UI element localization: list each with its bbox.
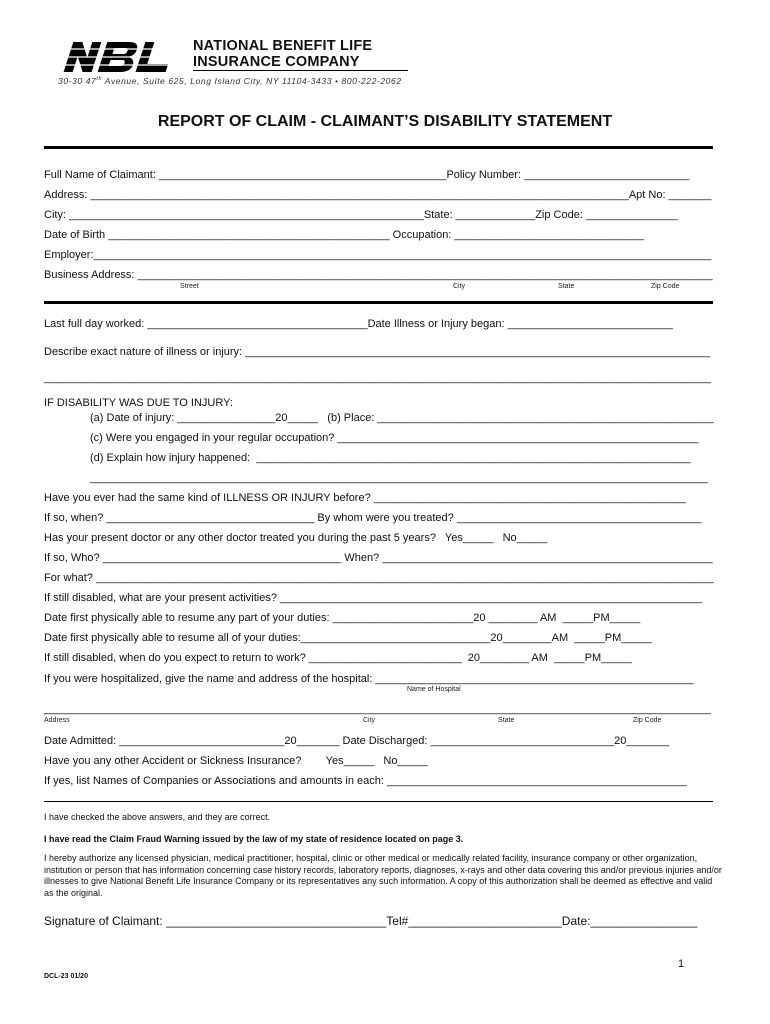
- sublabel-address: Address: [44, 717, 70, 724]
- company-name: NATIONAL BENEFIT LIFE INSURANCE COMPANY: [193, 38, 373, 70]
- regular-occupation-field[interactable]: (c) Were you engaged in your regular occupation? ___________________________________________________________: [90, 432, 699, 444]
- address-field[interactable]: Address: ________________________________________________________________________________________Apt No: _______: [44, 189, 712, 201]
- how-injury-happened-field[interactable]: (d) Explain how injury happened: _______________________________________________________________________: [90, 452, 691, 464]
- present-activities-field[interactable]: If still disabled, what are your present activities? _____________________________________________________________________: [44, 592, 703, 604]
- sublabel-city-2: City: [363, 717, 376, 724]
- dob-field[interactable]: Date of Birth ______________________________________________ Occupation: _______________________________: [44, 229, 645, 241]
- date-of-injury-field[interactable]: (a) Date of injury: ________________20_____ (b) Place: _______________________________________________________: [90, 412, 714, 424]
- injury-continued-field[interactable]: _____________________________________________________________________________________________________: [90, 472, 708, 484]
- form-title: REPORT OF CLAIM - CLAIMANT’S DISABILITY STATEMENT: [157, 113, 613, 130]
- sublabel-city: City: [453, 283, 466, 290]
- sublabel-street: Street: [180, 283, 199, 290]
- checked-statement: I have checked the above answers, and they are correct.: [44, 812, 271, 822]
- resume-part-duties-field[interactable]: Date first physically able to resume any part of your duties: _______________________20 ________ AM _____PM_____: [44, 612, 641, 624]
- sublabel-state: State: [558, 283, 575, 290]
- previous-illness-field[interactable]: Have you ever had the same kind of ILLNESS OR INJURY before? ___________________________________________________: [44, 492, 686, 504]
- logo-rule: [193, 70, 408, 71]
- signature-line[interactable]: Signature of Claimant: _________________________________Tel#_______________________Date:________________: [44, 914, 698, 928]
- doctor-past-years-field[interactable]: Has your present doctor or any other doctor treated you during the past 5 years? Yes_____ No_____: [44, 532, 548, 544]
- nature-of-illness-field[interactable]: Describe exact nature of illness or injury: ____________________________________________________________________________: [44, 346, 711, 358]
- return-to-work-field[interactable]: If still disabled, when do you expect to return to work? _________________________ 20________ AM _____PM_____: [44, 652, 632, 664]
- companies-amounts-field[interactable]: If yes, list Names of Companies or Associations and amounts in each: _________________________________________________: [44, 775, 687, 787]
- employer-field[interactable]: Employer:_____________________________________________________________________________________________________: [44, 249, 712, 261]
- last-day-worked-field[interactable]: Last full day worked: ____________________________________Date Illness or Injury began: ___________________________: [44, 318, 673, 330]
- sublabel-zip: Zip Code: [651, 283, 680, 290]
- admitted-discharged-field[interactable]: Date Admitted: ___________________________20_______ Date Discharged: ______________________________20_______: [44, 735, 670, 747]
- nature-continued-field[interactable]: _____________________________________________________________________________________________________________: [44, 372, 711, 384]
- when-treated-field[interactable]: If so, when? __________________________________ By whom were you treated? ________________________________________: [44, 512, 702, 524]
- full-name-field[interactable]: Full Name of Claimant: _______________________________________________Policy Number: ___________________________: [44, 169, 690, 181]
- hospital-field[interactable]: If you were hospitalized, give the name and address of the hospital: ____________________________________________________: [44, 673, 694, 685]
- other-insurance-field[interactable]: Have you any other Accident or Sickness Insurance? Yes_____ No_____: [44, 755, 429, 767]
- nbl-logo-icon: [62, 40, 190, 74]
- hospital-address-field[interactable]: _____________________________________________________________________________________________________________: [44, 703, 711, 715]
- authorization-statement: I hereby authorize any licensed physician, medical practitioner, hospital, clinic or other medical or medically related facility, insurance company or other organization, institution or person that has information concerning case history records, laboratory reports, diagnoses, x-rays and other data covering this and/or previous injuries and/or illnesses to give National Benefit Life Insurance Company or its representatives any such information. A copy of this authorization shall be deemed as effective and valid as the original.: [44, 853, 722, 898]
- who-when-field[interactable]: If so, Who? _______________________________________ When? ______________________________________________________: [44, 552, 713, 564]
- sublabel-state-2: State: [498, 717, 515, 724]
- injury-heading: IF DISABILITY WAS DUE TO INJURY:: [44, 397, 233, 409]
- page-number: 1: [678, 958, 685, 970]
- for-what-field[interactable]: For what? _____________________________________________________________________________________________________: [44, 572, 714, 584]
- business-address-field[interactable]: Business Address: ______________________________________________________________________________________________: [44, 269, 713, 281]
- title-rule: [44, 146, 713, 149]
- section-rule-1: [44, 301, 713, 304]
- fraud-warning-statement: I have read the Claim Fraud Warning issued by the law of my state of residence located on page 3.: [44, 834, 464, 844]
- section-rule-2: [44, 801, 713, 802]
- form-code: DCL-23 01/20: [44, 973, 88, 980]
- sublabel-hospital-name: Name of Hospital: [407, 686, 461, 693]
- sublabel-zip-2: Zip Code: [633, 717, 662, 724]
- resume-all-duties-field[interactable]: Date first physically able to resume all of your duties:_______________________________20________AM _____PM_____: [44, 632, 652, 644]
- company-address: 30-30 47th Avenue, Suite 625, Long Island City, NY 11104-3433 • 800-222-2062: [58, 76, 402, 86]
- city-field[interactable]: City: __________________________________________________________State: _____________Zip Code: _______________: [44, 209, 678, 221]
